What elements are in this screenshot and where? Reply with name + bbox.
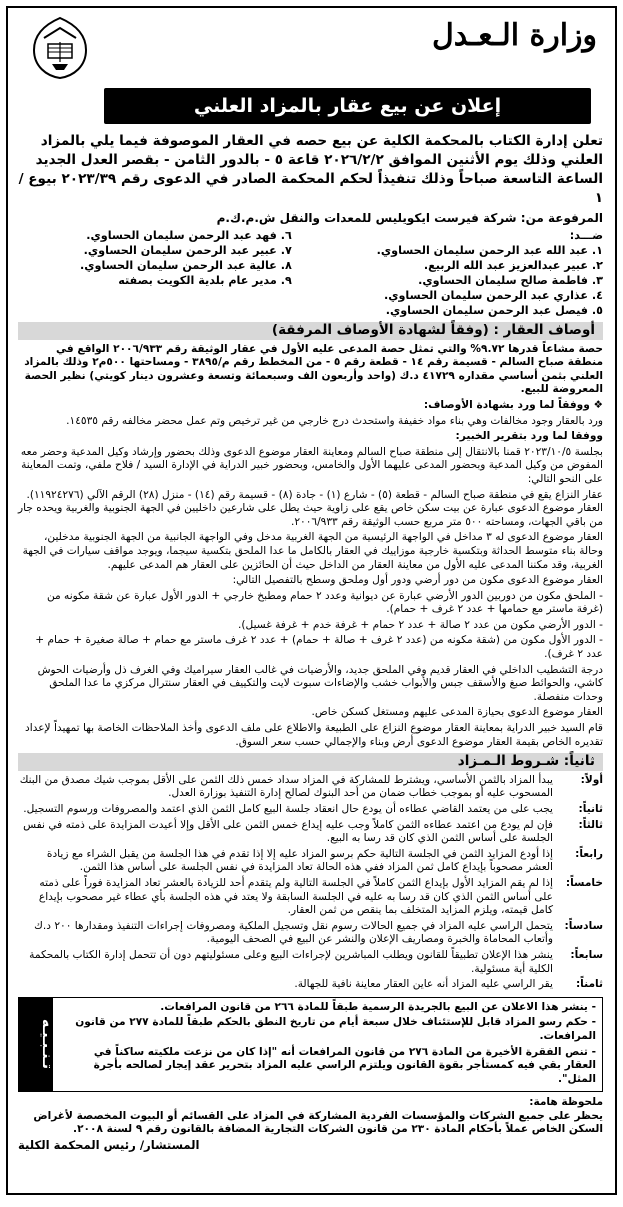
defendant-item: ٣. فاطمة صالح سليمان الحساوي.	[418, 274, 603, 287]
defendants	[18, 228, 603, 318]
condition-key: أولاً:	[580, 773, 603, 786]
defendants-label: ضـــد:	[569, 229, 603, 242]
condition-key: رابعاً:	[575, 847, 603, 860]
description-heading: أوصاف العقار : (وفقاً لشهادة الأوصاف المرفقة)	[18, 322, 603, 340]
description-p8: العقار موضوع الدعوى بحيازة المدعى عليهم ومستغل كسكن خاص.	[311, 706, 603, 719]
defendant-item: ٥. فيصل عبد الرحمن سليمان الحساوي.	[385, 304, 603, 317]
announcement-page	[6, 6, 617, 1195]
condition-item	[18, 920, 603, 947]
condition-text: إذا أودع المزايد الثمن في الجلسة التالية حكم برسو المزاد عليه إلا إذا تقدم في هذا الجلسة من يقبل الشراء مع زيادة العشر مصحوباً بإيداع كامل ثمن المزاد ففي هذه الحالة تعاد المزايدة في نفس الجلسة على أساس هذا الثمن.	[46, 847, 553, 874]
condition-text: ينشر هذا الإعلان تطبيقاً للقانون ويطلب المباشرين لإجراءات البيع وعلى مسئوليتهم دون أن تتحمل إدارة الكتاب بالمحكمة الكلية أية مسئولية.	[29, 948, 553, 975]
condition-text: يبدأ المزاد بالثمن الأساسي، ويشترط للمشاركة في المزاد سداد خمس ذلك الثمن على الأقل بموجب شيك مصدق من البنك المسحوب عليه أو بموجب خطاب ضمان من أحد البنوك لصالح إدارة التنفيذ بوزارة العدل.	[19, 773, 553, 800]
description-item-1: - الملحق مكون من دوربين الدور الأرضي عبارة عن ديوانية وعدد ٢ حمام ومطبخ خارجي + الدور الأول عبارة عن شقة مكونه من (غرفة ماستر مع حمامها + عدد ٢ غرف + حمام).	[46, 589, 603, 616]
expert-report-title: ووفقا لما ورد بتقرير الخبير:	[455, 430, 603, 443]
plaintiff-label: المرفوعة من:	[520, 211, 603, 225]
condition-item	[18, 877, 603, 918]
description-p5: العقار موضوع الدعوى له ٣ مداخل في الواجهة الرئيسية من الجهة الغربية مدخل وفي الواجهة الجانبية من الجهة الجنوبية مدخلين، وحالة بناء متوسط الحداثة وبتكسية خارجية موزاييك في العقار بالكامل ما عدا الملحق بتكسية سيجما، ويوجد مواقف سيارات في الجهة الغربية، وقد مكننا المدعى عليه الأول من معاينة العقار من الداخل حيث أن الحائزين على العقار هم المدعى عليهم.	[22, 531, 603, 571]
signature: المستشار/ رئيس المحكمة الكلية	[18, 1138, 200, 1153]
condition-item	[18, 848, 603, 875]
note-item: - ينشر هذا الاعلان عن البيع بالجريدة الرسمية طبقاً للمادة ٢٦٦ من قانون المرافعات.	[160, 1000, 596, 1013]
defendant-item: ١. عبد الله عبد الرحمن سليمان الحساوي.	[376, 244, 603, 257]
description-item-2: - الدور الأرضي مكون من عدد ٢ صالة + عدد ٢ حمام + غرفة خدم + غرفة غسيل).	[238, 618, 603, 631]
condition-item	[18, 978, 603, 992]
condition-key: سادساً:	[564, 919, 603, 932]
condition-item	[18, 949, 603, 976]
defendant-item: ٨. عالية عبد الرحمن سليمان الحساوي.	[80, 259, 292, 272]
kuwait-emblem-icon	[30, 14, 90, 80]
condition-key: ثامناً:	[575, 978, 603, 991]
description-p3: بجلسة ٢٠٢٣/١٠/٥ قمنا بالانتقال إلى منطقة صباح السالم ومعاينة العقار موضوع الدعوى وذلك بحضور وإرشاد وكيل المدعية وحضر معه المفوض من وكيل المدعية وبحضور المدعى عليهما الأول والخامس، وبحضور خبير الدراية في الإدارة السيد / فلاح ملفي، وتمت المعاينة على النحو التالي:	[20, 445, 603, 485]
description-p4: عقار النزاع يقع في منطقة صباح السالم - قطعة (٥) - شارع (١) - جادة (٨) - قسيمة رقم (١٤) - منزل (٢٨) الرقم الآلي (١١٩٢٤٢٧٦). العقار موضوع الدعوى عبارة عن بيت سكن خاص يقع على زاوية حيث يطل على شارعين داخليين في الجهة الجنوبية والغربية ويحده جار من باقي الجهات، ومساحته ٥٠٠ متر مربع حسب الوثيقة رقم ٢٠٠٦/٩٣٣.	[18, 488, 603, 528]
description-p9: قام السيد خبير الدراية بمعاينة العقار موضوع النزاع على الطبيعة والاطلاع على ملف الدعوى وأخذ الملاحظات الخاصة بها تمهيداً لإعداد تقديره الخاص بقيمة العقار موضوع الدعوى أرض وبناء والإجمالي حسب سعر السوق.	[25, 722, 603, 748]
description-p7: درجة التشطيب الداخلي في العقار قديم وفي الملحق جديد، والأرضيات في غالب العقار سيراميك وفي الغرف ذل وأرضيات الحوش كاشي، والحوائط صبغ والأسقف جبس والأبواب خشب والإضاءات سبوت لايت والتكييف في العقار سنترال مركزي ما عدا الملحق وحدات منفصلة.	[37, 663, 603, 703]
notes-list	[53, 998, 602, 1092]
defendant-item: ٩. مدير عام بلدية الكويت بصفته	[118, 274, 292, 287]
description-item-3: - الدور الأول مكون من (شقة مكونه من (عدد ٢ غرف + صالة + حمام) + عدد ٢ غرف ماستر مع حمام + صالة صغيرة + حمام + عدد ٢ غرف).	[35, 634, 603, 661]
important-label: ملحوظة هامة:	[529, 1096, 603, 1109]
notes-box	[18, 997, 603, 1093]
description-p1: حصة مشاعاً قدرها ٩.٧٢% والتي تمثل حصة المدعى عليه الأول في عقار الوثيقة رقم ٢٠٠٦/٩٣٣ الواقع في منطقة صباح السالم - قسيمة رقم ١٤ - قطعة رقم ٥ - من المخطط رقم م/٣٨٩٥ - ومساحتها ٥٠٠م٢ وذلك بالمزاد العلني بثمن أساسي مقداره ٤١٧٢٩ د.ك (واحد وأربعون الف وسبعمائة وتسعة وعشرون دينار كويتي) نظير الحصة المعروضة للبيع.	[24, 342, 603, 396]
condition-item	[18, 803, 603, 817]
plaintiff-line	[18, 210, 603, 226]
condition-item	[18, 774, 603, 801]
intro-paragraph: تعلن إدارة الكتاب بالمحكمة الكلية عن بيع حصه في العقار الموصوفة فيما يلي بالمزاد العلني وذلك يوم الأثنين الموافق ٢٠٢٦/٢/٢ قاعة ٥ - بالدور الثامن - بقصر العدل الجديد الساعة التاسعة صباحاً وذلك تنفيذاً لحكم المحكمة الصادر في الدعوى رقم ٢٠٢٣/٣٩ بيوع /١	[18, 133, 603, 206]
condition-text: فإن لم يودع من اعتمد عطاءه الثمن كاملاً وجب عليه إيداع خمس الثمن على الأقل وإلا أعيدت المزايدة على ذمته في نفس الجلسة على أساس الثمن الذي كان قد رسا به البيع.	[23, 818, 553, 845]
defendants-col-1	[302, 228, 603, 318]
announcement-body	[18, 132, 603, 1185]
defendant-item: ٢. عبير عبدالعزيز عبد الله الربيع.	[423, 259, 603, 272]
header	[8, 8, 615, 80]
condition-text: يتحمل الراسي عليه المزاد في جميع الحالات رسوم نقل وتسجيل الملكية ومصروفات إجراءات التنفيذ ومقدارها ٢٠٠ د.ك وأتعاب المحاماة والخبرة ومصاريف الإعلان والنشر عن البيع في الصحف اليومية.	[34, 919, 553, 946]
condition-key: ثانياً:	[578, 803, 603, 815]
important-text: يحظر على جميع الشركات والمؤسسات الفردية المشاركة في المزاد على القسائم أو البيوت المخصصة لأغراض السكن الخاص عملاً بأحكام المادة ٢٣٠ من قانون الشركات التجارية المضافة بالقانون رقم ٩ لسنة ٢٠٠٨.	[33, 1109, 603, 1136]
condition-item	[18, 819, 603, 846]
defendant-item: ٤. عذاري عبد الرحمن سليمان الحساوي.	[383, 289, 603, 302]
ministry-name: وزارة الـعـدل	[431, 18, 597, 53]
note-item: - حكم رسو المزاد قابل للإستئناف خلال سبعة أيام من تاريخ النطق بالحكم طبقاً للمادة ٢٧٧ من قانون المرافعات.	[75, 1016, 596, 1042]
note-item: - تنص الفقرة الأخيرة من المادة ٢٧٦ من قانون المرافعات أنه "إذا كان من نزعت ملكيته ساكناً في العقار بقي فيه كمستأجر بقوة القانون ويلتزم الراسي عليه المزاد بتحرير عقد إيجار لصالحه بأجرة المثل".	[93, 1045, 596, 1085]
condition-text: يجب على من يعتمد القاضي عطاءه أن يودع حال انعقاد جلسة البيع كامل الثمن الذي اعتمد والمصروفات ورسوم التسجيل.	[23, 803, 553, 815]
defendants-col-2	[18, 228, 292, 318]
defendant-item: ٧. عبير عبد الرحمن سليمان الحساوي.	[83, 244, 292, 257]
condition-text: إذا لم يقم المزايد الأول بإيداع الثمن كاملاً في الجلسة التالية ولم يتقدم أحد للزيادة بالعشر تعاد المزايدة فوراً على ذمته على أساس الثمن الذي كان قد رسا به عليه في الجلسة السابقة ولا يعتد في هذه الجلسة بأي عطاء غير مصحوب بإيداع كامل قيمته، ويلزم المزايد المتخلف بما ينقص من ثمن العقار.	[38, 876, 553, 917]
description-p6: العقار موضوع الدعوى مكون من دور أرضي ودور أول وملحق وسطح بالتفصيل التالي:	[232, 574, 603, 587]
condition-key: ثالثاً:	[578, 818, 603, 831]
condition-key: خامساً:	[565, 876, 603, 889]
defendant-item: ٦. فهد عبد الرحمن سليمان الحساوي.	[86, 229, 292, 242]
description-p2: ورد بالعقار وجود مخالفات وهي بناء مواد خفيفة واستحدث درج خارجي من غير ترخيص وتم عمل محضر مخالفه رقم ١٤٥٣٥.	[66, 414, 603, 427]
announcement-title: إعلان عن بيع عقار بالمزاد العلني	[104, 88, 591, 124]
conditions-heading: ثانياً: شـروط الـمـزاد	[18, 753, 603, 771]
condition-text: يقر الراسي عليه المزاد أنه عاين العقار معاينة نافية للجهالة.	[294, 978, 553, 991]
plaintiff-value: شركة فيرست ايكويليس للمعدات والنقل ش.م.ك.م	[216, 211, 517, 225]
certificate-title: ❖ ووفقاً لما ورد بشهادة الأوصاف:	[423, 398, 603, 411]
condition-key: سابعاً:	[570, 948, 603, 961]
notes-label: تـنـبـيـه	[19, 998, 53, 1092]
conditions-list	[18, 774, 603, 992]
